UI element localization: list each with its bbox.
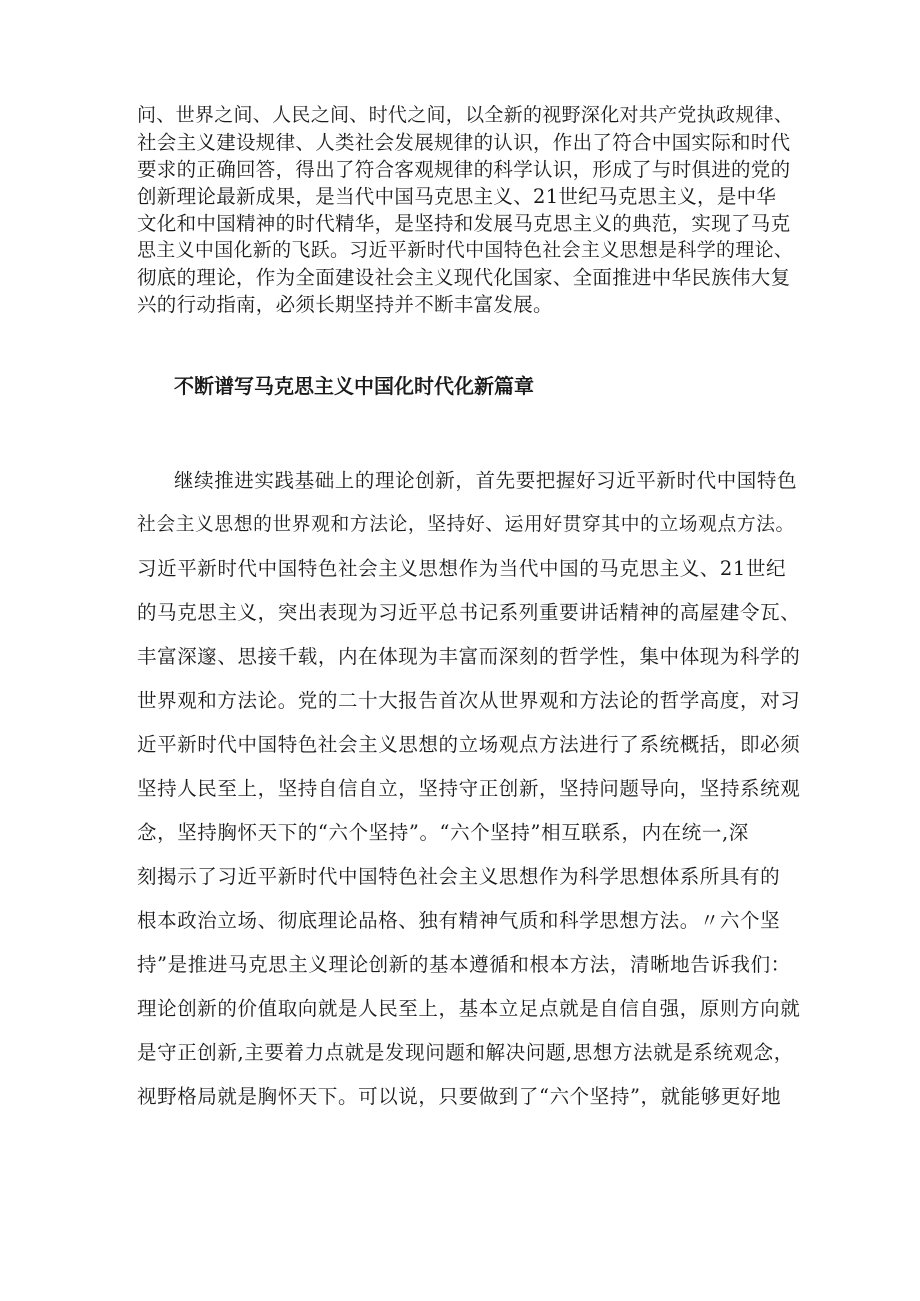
paragraph-1-line: 文化和中国精神的时代精华，是坚持和发展马克思主义的典范，实现了马克 <box>137 212 791 235</box>
paragraph-1-line: 要求的正确回答，得出了符合客观规律的科学认识，形成了与时俱进的党的 <box>137 158 791 181</box>
paragraph-1-line: 兴的行动指南，必须长期坚持并不断丰富发展。 <box>137 293 553 316</box>
paragraph-2-line: 社会主义思想的世界观和方法论，坚持好、运用好贯穿其中的立场观点方法。 <box>137 514 795 535</box>
paragraph-2-line: 理论创新的价值取向就是人民至上，基本立足点就是自信自强，原则方向就 <box>137 997 801 1020</box>
paragraph-2-line: 近平新时代中国特色社会主义思想的立场观点方法进行了系统概括，即必须 <box>137 733 801 756</box>
paragraph-2-line: 继续推进实践基础上的理论创新，首先要把握好习近平新时代中国特色 <box>174 469 798 492</box>
paragraph-2-line: 持”是推进马克思主义理论创新的基本遵循和根本方法，清晰地告诉我们： <box>137 953 791 976</box>
section-heading: 不断谱写马克思主义中国化时代化新篇章 <box>174 374 534 398</box>
paragraph-2-line: 的马克思主义，突出表现为习近平总书记系列重要讲话精神的高屋建令瓦、 <box>137 601 801 624</box>
paragraph-2-line: 习近平新时代中国特色社会主义思想作为当代中国的马克思主义、21世纪 <box>137 557 787 580</box>
paragraph-1-line: 社会主义建设规律、人类社会发展规律的认识，作出了符合中国实际和时代 <box>137 131 791 154</box>
paragraph-1-line: 问、世界之间、人民之间、时代之间，以全新的视野深化对共产党执政规律、 <box>137 104 794 126</box>
paragraph-2-line: 根本政治立场、彻底理论品格、独有精神气质和科学思想方法。〃六个坚 <box>137 909 781 932</box>
paragraph-1-line: 创新理论最新成果，是当代中国马克思主义、21世纪马克思主义，是中华 <box>137 185 777 208</box>
paragraph-1-line: 彻底的理论，作为全面建设社会主义现代化国家、全面推进中华民族伟大复 <box>137 266 791 289</box>
paragraph-2-line: 坚持人民至上，坚持自信自立，坚持守正创新，坚持问题导向，坚持系统观 <box>137 777 801 800</box>
paragraph-2-line: 世界观和方法论。党的二十大报告首次从世界观和方法论的哲学高度，对习 <box>137 689 801 712</box>
paragraph-1-line: 思主义中国化新的飞跃。习近平新时代中国特色社会主义思想是科学的理论、 <box>137 239 794 261</box>
paragraph-2-line: 是守正创新,主要着力点就是发现问题和解决问题,思想方法就是系统观念， <box>137 1041 794 1064</box>
paragraph-2-line: 丰富深邃、思接千载，内在体现为丰富而深刻的哲学性，集中体现为科学的 <box>137 645 801 668</box>
paragraph-2-line: 视野格局就是胸怀天下。可以说，只要做到了“六个坚持”，就能够更好地 <box>137 1085 782 1108</box>
paragraph-2-line: 念，坚持胸怀天下的“六个坚持”。“六个坚持”相互联系，内在统一,深 <box>137 821 749 844</box>
paragraph-2-line: 刻揭示了习近平新时代中国特色社会主义思想作为科学思想体系所具有的 <box>137 865 781 888</box>
